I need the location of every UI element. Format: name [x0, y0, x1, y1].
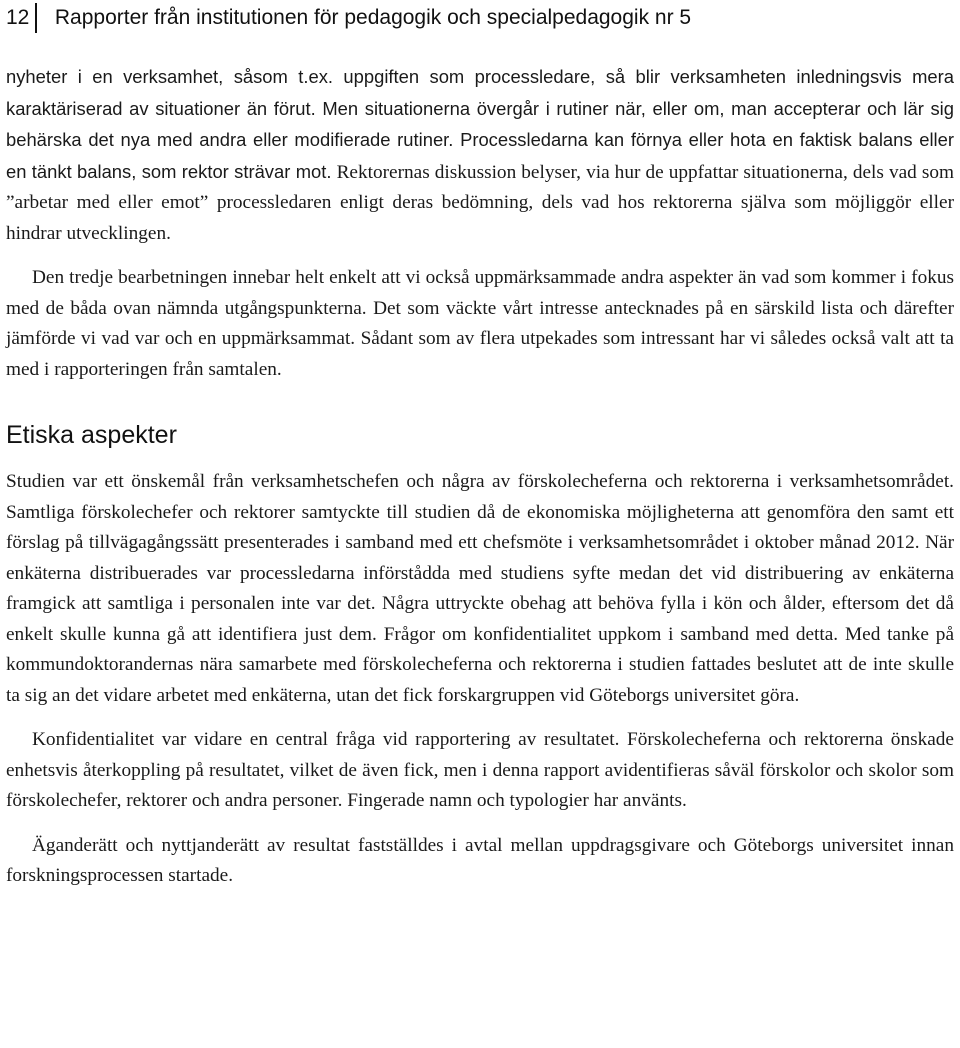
running-title: Rapporter från institutionen för pedagogik och specialpedagogik nr 5 [54, 6, 692, 29]
paragraph-ownership: Äganderätt och nyttjanderätt av resultat fastställdes i avtal mellan uppdragsgivare och Göteborgs universitet innan forskningsprocessen startade. [6, 834, 954, 886]
paragraph-ethics-consent: Studien var ett önskemål från verksamhetschefen och några av förskolecheferna och rektorerna i verksamhetsområdet. Samtliga förskolechefer och rektorer samtyckte till studien då de ekonomiska möjligheterna att genomföra den samt ett förslag på tillvägagångssätt presenterades i samband med ett chefsmöte i verksamhetsområdet i oktober månad 2012. När enkäterna distribuerades var processledarna införstådda med studiens syfte medan det vid distribuering av enkäterna framgick att samtliga i personalen inte var det. Några uttryckte obehag att behöva fylla i kön och ålder, eftersom det då enkelt skulle kunna gå att identifiera just dem. Frågor om konfidentialitet uppkom i samband med detta. Med tanke på kommundoktorandernas nära samarbete med förskolecheferna och rektorerna i studien fattades beslutet att de inte skulle ta sig an det vidare arbetet med enkäterna, utan det fick forskargruppen vid Göteborgs universitet göra. [6, 471, 954, 706]
paragraph-confidentiality: Konfidentialitet var vidare en central fråga vid rapportering av resultatet. Förskolecheferna och rektorerna önskade enhetsvis återkoppling på resultatet, vilket de även fick, men i denna rapport avidentifieras såväl förskolor och skolor som förskolechefer, rektorer och andra personer. Fingerade namn och typologier har använts. [6, 729, 954, 811]
page-number: 12 [6, 6, 30, 29]
page-body [6, 62, 954, 892]
paragraph-third-analysis: Den tredje bearbetningen innebar helt enkelt att vi också uppmärksammade andra aspekter än vad som kommer i fokus med de båda ovan nämnda utgångspunkterna. Det som väckte vårt intresse antecknades på en särskild lista och därefter jämförde vi vad var och en uppmärksammat. Sådant som av flera utpekades som intressant har vi således också valt att ta med i rapporteringen från samtalen. [6, 267, 954, 380]
paragraph-continuation-serif-part: Rektorernas diskussion belyser, via hur de uppfattar situationerna, dels vad som ”arbetar med eller emot” processledaren enligt deras bedömning, dels vad hos rektorerna själva som möjliggör eller hindrar utvecklingen. [6, 161, 955, 244]
section-heading: Etiska aspekter [6, 421, 177, 449]
paragraph-continuation-sans-part: nyheter i en verksamhet, såsom t.ex. uppgiften som processledare, så blir verksamheten inledningsvis mera karaktäriserad av situationer än förut. Men situationerna övergår i rutiner när, eller om, man accepterar och lär sig behärska det nya med andra eller modifierade rutiner. Processledarna kan förnya eller hota en faktisk balans eller en tänkt balans, som rektor strävar mot. [6, 66, 954, 182]
running-header [6, 2, 691, 34]
paragraph-continuation [6, 62, 954, 249]
header-divider [35, 3, 37, 33]
